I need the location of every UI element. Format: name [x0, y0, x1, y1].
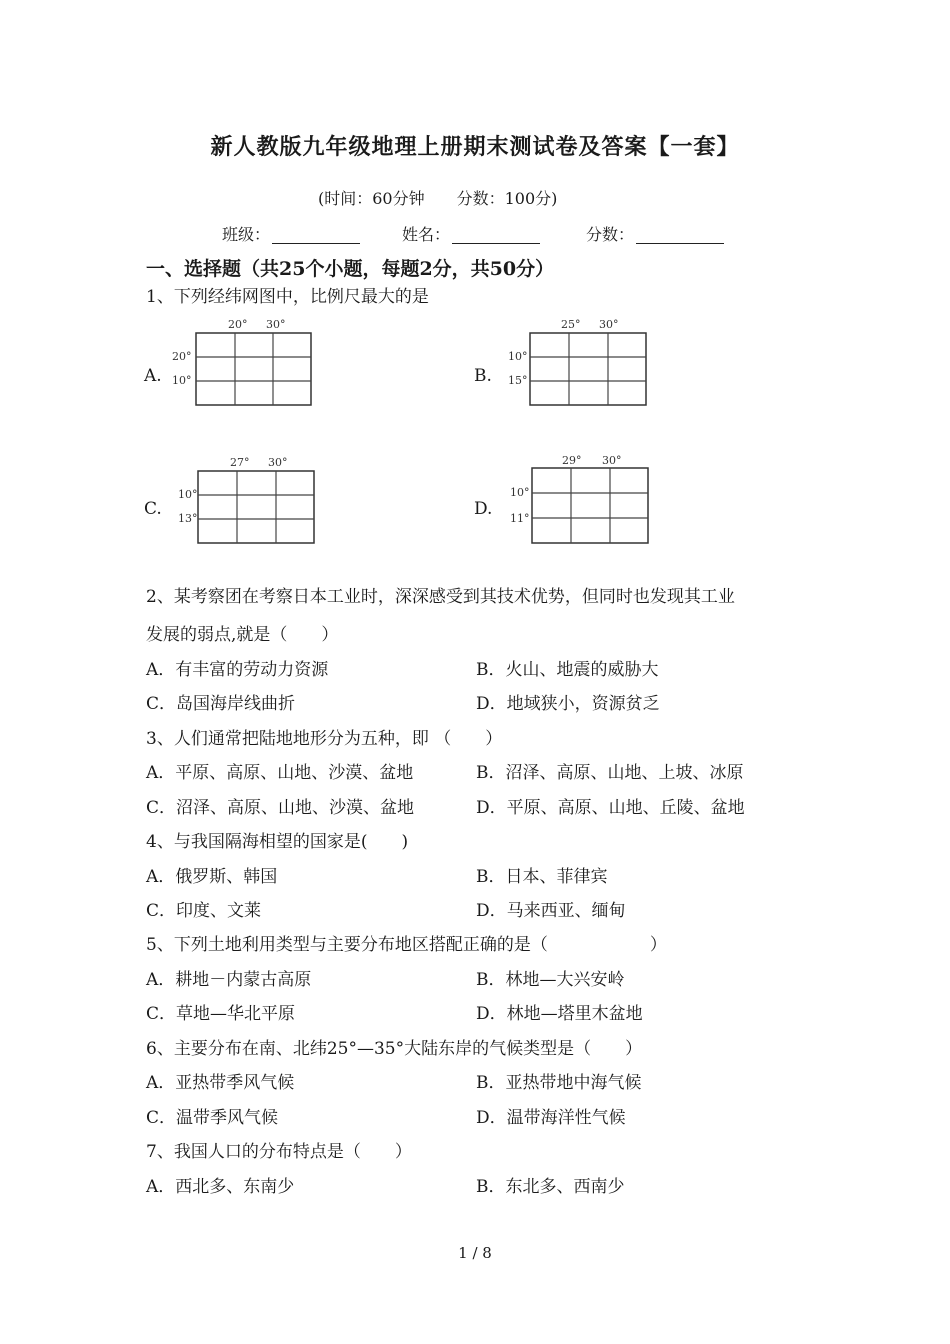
- grid-b-lat1: 10°: [508, 350, 528, 363]
- q1-option-a-label: A.: [144, 366, 162, 386]
- q5-option-c: C．草地—华北平原: [146, 1004, 296, 1024]
- q5-option-d: D．林地—塔里木盆地: [476, 1004, 643, 1024]
- q4-option-b: B．日本、菲律宾: [476, 867, 608, 887]
- name-blank: [452, 227, 540, 244]
- q4-option-c: C．印度、文莱: [146, 901, 262, 921]
- grid-d-lon2: 30°: [602, 454, 622, 467]
- score-label: 分数：: [586, 225, 635, 244]
- q2-stem-line1: 2、某考察团在考察日本工业时，深深感受到其技术优势，但同时也发现其工业: [146, 587, 735, 607]
- grid-d-lat1: 10°: [510, 486, 530, 499]
- grid-d-lon1: 29°: [562, 454, 582, 467]
- class-blank: [272, 227, 360, 244]
- grid-d-lat2: 11°: [510, 512, 530, 525]
- q1-stem: 1、下列经纬网图中，比例尺最大的是: [146, 287, 429, 307]
- grid-a-lat2: 10°: [172, 374, 192, 387]
- lat-lon-grid-b: [502, 314, 652, 410]
- q1-grid-b: [502, 314, 652, 414]
- q6-option-b: B．亚热带地中海气候: [476, 1073, 642, 1093]
- exam-info: (时间：60分钟 分数：100分): [318, 189, 558, 208]
- q6-option-a: A．亚热带季风气候: [146, 1073, 295, 1093]
- q6-stem: 6、主要分布在南、北纬25°—35°大陆东岸的气候类型是（ ）: [146, 1039, 643, 1059]
- q1-option-d-label: D.: [474, 499, 493, 519]
- q7-option-b: B．东北多、西南少: [476, 1177, 625, 1197]
- name-field: [402, 222, 540, 245]
- grid-b-lat2: 15°: [508, 374, 528, 387]
- q3-option-c: C．沼泽、高原、山地、沙漠、盆地: [146, 798, 415, 818]
- page-title: 新人教版九年级地理上册期末测试卷及答案【一套】: [210, 134, 740, 160]
- q5-option-a: A．耕地－内蒙古高原: [146, 970, 312, 990]
- q2-option-c: C．岛国海岸线曲折: [146, 694, 296, 714]
- lat-lon-grid-c: [170, 452, 320, 548]
- q6-option-d: D．温带海洋性气候: [476, 1108, 626, 1128]
- q7-stem: 7、我国人口的分布特点是（ ）: [146, 1142, 412, 1162]
- score-blank: [636, 227, 724, 244]
- section-heading: 一、选择题（共25个小题，每题2分，共50分）: [146, 258, 555, 280]
- q2-option-a: A．有丰富的劳动力资源: [146, 660, 329, 680]
- q5-option-b: B．林地—大兴安岭: [476, 970, 625, 990]
- q3-option-a: A．平原、高原、山地、沙漠、盆地: [146, 763, 414, 783]
- q7-option-a: A．西北多、东南少: [146, 1177, 295, 1197]
- name-label: 姓名：: [402, 225, 451, 244]
- grid-b-lon2: 30°: [599, 318, 619, 331]
- page-number: 1 / 8: [458, 1244, 492, 1262]
- q1-grid-c: [170, 452, 320, 552]
- q2-stem-line2: 发展的弱点,就是（ ）: [146, 625, 339, 645]
- grid-a-lat1: 20°: [172, 350, 192, 363]
- grid-c-lat1: 10°: [178, 488, 198, 501]
- q4-stem: 4、与我国隔海相望的国家是( ): [146, 832, 409, 852]
- lat-lon-grid-a: [168, 314, 318, 410]
- grid-a-lon2: 30°: [266, 318, 286, 331]
- q6-option-c: C．温带季风气候: [146, 1108, 279, 1128]
- q4-option-d: D．马来西亚、缅甸: [476, 901, 626, 921]
- q3-stem: 3、人们通常把陆地地形分为五种，即 （ ）: [146, 729, 503, 749]
- class-label: 班级：: [222, 225, 271, 244]
- grid-a-lon1: 20°: [228, 318, 248, 331]
- score-field: [586, 222, 724, 245]
- class-field: [222, 222, 360, 245]
- q4-option-a: A．俄罗斯、韩国: [146, 867, 278, 887]
- q1-grid-d: [504, 450, 654, 550]
- q5-stem: 5、下列土地利用类型与主要分布地区搭配正确的是（ ）: [146, 935, 667, 955]
- q1-option-c-label: C.: [144, 499, 162, 519]
- grid-b-lon1: 25°: [561, 318, 581, 331]
- grid-c-lon2: 30°: [268, 456, 288, 469]
- grid-c-lon1: 27°: [230, 456, 250, 469]
- q2-option-d: D．地域狭小，资源贫乏: [476, 694, 660, 714]
- q2-option-b: B．火山、地震的威胁大: [476, 660, 659, 680]
- q1-option-b-label: B.: [474, 366, 492, 386]
- q3-option-b: B．沼泽、高原、山地、上坡、冰原: [476, 763, 744, 783]
- grid-c-lat2: 13°: [178, 512, 198, 525]
- q1-grid-a: [168, 314, 318, 414]
- lat-lon-grid-d: [504, 450, 654, 546]
- q3-option-d: D．平原、高原、山地、丘陵、盆地: [476, 798, 745, 818]
